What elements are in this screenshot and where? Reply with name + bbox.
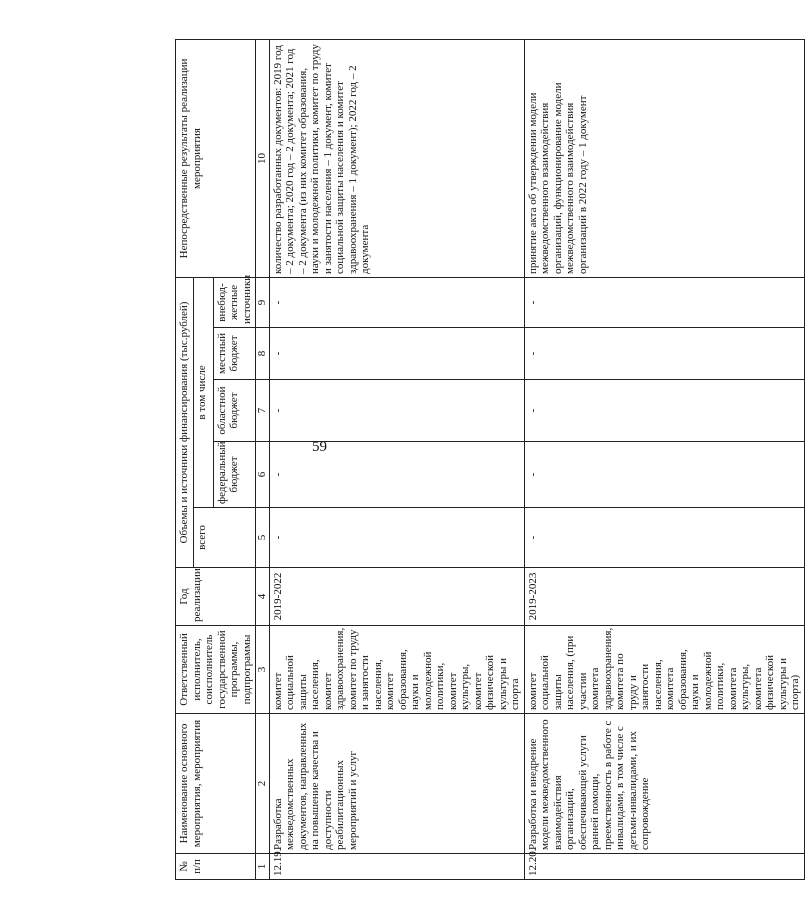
table-row — [269, 39, 524, 879]
col-number: 3 — [256, 626, 270, 714]
col-number: 6 — [256, 442, 270, 508]
header-num: № п/п — [176, 854, 256, 880]
financing-federal: - — [269, 442, 524, 508]
header-responsible: Ответственный исполнитель, соисполнитель государственной программы, подпрограммы — [176, 626, 256, 714]
measure-name: Разработка и внедрение модели межведомственного взаимодействия организаций, обеспечивающей услуги ранней помощи, преемственность в работе с инвалидами, в том числе с детьми-инвалидами, и их сопровождение — [524, 714, 804, 854]
col-number: 7 — [256, 380, 270, 442]
implementation-year: 2019-2022 — [269, 568, 524, 626]
responsible-executor: комитет социальной защиты населения, (при участии комитета здравоохранения, комитета по труду и занятости населения, комитета образования, науки и молодежной политики, комитета культуры, комитета физической культуры и спорта) — [524, 626, 804, 714]
header-regional: областной бюджет — [213, 380, 256, 442]
expected-result: принятие акта об утверждении модели межведомственного взаимодействия организаций, функционирование модели межведомственного взаимодействия организаций в 2022 году – 1 документ — [524, 39, 804, 277]
financing-extra: - — [269, 277, 524, 327]
financing-regional: - — [269, 380, 524, 442]
header-extra: внебюд-жетные источники — [213, 277, 256, 327]
financing-regional: - — [524, 380, 804, 442]
header-name: Наименование основного мероприятия, мероприятия — [176, 714, 256, 854]
financing-extra: - — [524, 277, 804, 327]
header-year: Год реализации — [176, 568, 256, 626]
financing-total: - — [269, 508, 524, 568]
table-row — [524, 39, 804, 879]
col-number: 5 — [256, 508, 270, 568]
header-total: всего — [193, 508, 256, 568]
row-number: 12.20. — [524, 854, 804, 880]
header-local: местный бюджет — [213, 328, 256, 380]
implementation-year: 2019-2023 — [524, 568, 804, 626]
header-row-1 — [176, 39, 194, 879]
col-number: 4 — [256, 568, 270, 626]
header-financing-group: Объемы и источники финансирования (тыс.рублей) — [176, 277, 194, 567]
col-number: 9 — [256, 277, 270, 327]
column-numbers-row — [256, 39, 270, 879]
row-number: 12.19. — [269, 854, 524, 880]
financing-local: - — [269, 328, 524, 380]
col-number: 2 — [256, 714, 270, 854]
financing-federal: - — [524, 442, 804, 508]
expected-result: количество разработанных документов: 2019 год – 2 документа; 2020 год – 2 документа; 2021 год – 2 документа (из них комитет образования, науки и молодежной политики, комитет по труду и занятости населения – 1 документ, комитет социальной защиты населения и комитет здравоохранения – 1 документ); 2022 год – 2 документа — [269, 39, 524, 277]
financing-total: - — [524, 508, 804, 568]
col-number: 8 — [256, 328, 270, 380]
measures-table — [175, 39, 805, 880]
col-number: 1 — [256, 854, 270, 880]
header-federal: федеральный бюджет — [213, 442, 256, 508]
rotated-table-container — [175, 40, 801, 880]
responsible-executor: комитет социальной защиты населения, комитет здравоохранения, комитет по труду и занятости населения, комитет образования, науки и молодежной политики, комитет культуры, комитет физической культуры и спорта — [269, 626, 524, 714]
page-number: 59 — [312, 439, 327, 455]
header-result: Непосредственные результаты реализации мероприятия — [176, 39, 256, 277]
financing-local: - — [524, 328, 804, 380]
col-number: 10 — [256, 39, 270, 277]
measure-name: Разработка межведомственных документов, направленных на повышение качества и доступности реабилитационных мероприятий и услуг — [269, 714, 524, 854]
header-subgroup: в том числе — [193, 277, 213, 507]
